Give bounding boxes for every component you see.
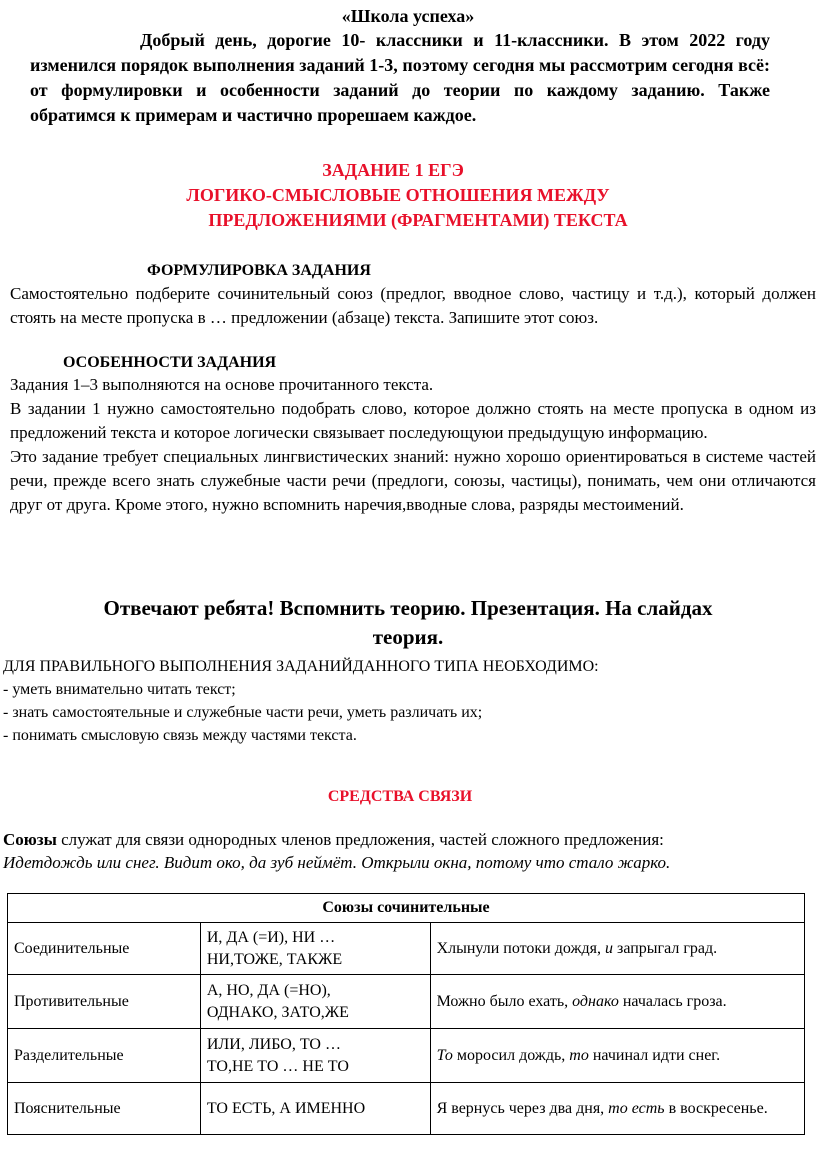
example-text: Я вернусь через два дня,	[436, 1099, 609, 1117]
list-item: - понимать смысловую связь между частями текста.	[3, 727, 357, 744]
table-header: Союзы сочинительные	[8, 894, 805, 923]
example-text: запрыгал град.	[613, 939, 718, 957]
conj-words-line: И, ДА (=И), НИ …	[206, 928, 336, 946]
features-p2: В задании 1 нужно самостоятельно подобрать слово, которое должно стоять на месте пропуска в одном из предложений текста и которое логически связывает последующуюи предыдущую информацию.	[10, 399, 816, 442]
table-row	[8, 1029, 805, 1083]
table-row	[8, 975, 805, 1029]
conj-type: Противительные	[8, 975, 201, 1029]
example-text: моросил дождь,	[452, 1046, 570, 1064]
intro-text: Добрый день, дорогие 10- классники и 11-классники. В этом 2022 году изменился порядок выполнения заданий 1-3, поэтому сегодня мы рассмотрим сегодня всё: от формулировки и особенности заданий до теории по каждому заданию. Также обратимся к примерам и частично прорешаем каждое.	[30, 30, 770, 125]
example-text: Хлынули потоки дождя,	[436, 939, 606, 957]
table-row	[8, 923, 805, 975]
features-text	[10, 373, 816, 517]
example-conj: то	[569, 1046, 589, 1064]
example-conj: то есть	[608, 1099, 665, 1117]
conj-type: Разделительные	[8, 1029, 201, 1083]
conj-type: Соединительные	[8, 923, 201, 975]
conj-desc: служат для связи однородных членов предложения, частей сложного предложения:	[56, 830, 664, 849]
requirement-text: ДЛЯ ПРАВИЛЬНОГО ВЫПОЛНЕНИЯ ЗАДАНИЙДАННОГО ТИПА НЕОБХОДИМО:	[3, 658, 599, 675]
conjunctions-table	[7, 893, 805, 1135]
conj-words-line: А, НО, ДА (=НО),	[206, 981, 331, 999]
conjunctions-description	[3, 828, 813, 874]
conj-words	[200, 923, 430, 975]
theory-heading	[0, 594, 816, 652]
task-title	[0, 158, 816, 233]
intro-paragraph	[30, 28, 770, 128]
conj-words	[200, 1029, 430, 1083]
task-title-line3: ПРЕДЛОЖЕНИЯМИ (ФРАГМЕНТАМИ) ТЕКСТА	[208, 210, 628, 230]
page-title: «Школа успеха»	[341, 6, 475, 26]
task-title-line1: ЗАДАНИЕ 1 ЕГЭ	[322, 160, 464, 180]
features-heading: ОСОБЕННОСТИ ЗАДАНИЯ	[63, 354, 277, 371]
conj-type: Пояснительные	[8, 1083, 201, 1135]
conj-example	[430, 1029, 804, 1083]
conj-words-line: НИ,ТОЖЕ, ТАКЖЕ	[206, 950, 343, 968]
features-p3: Это задание требует специальных лингвистических знаний: нужно хорошо ориентироваться в системе частей речи, прежде всего знать служебные части речи (предлоги, союзы, частицы), понимать, чем они отличаются друг от друга. Кроме этого, нужно вспомнить наречия,вводные слова, разряды местоимений.	[10, 447, 816, 514]
conj-words-line: ТО,НЕ ТО … НЕ ТО	[206, 1057, 349, 1075]
formulation-heading: ФОРМУЛИРОВКА ЗАДАНИЯ	[147, 262, 371, 279]
example-conj: однако	[572, 992, 619, 1010]
conj-words-line: ТО ЕСТЬ, А ИМЕННО	[206, 1099, 366, 1117]
formulation-text: Самостоятельно подберите сочинительный союз (предлог, вводное слово, частицу и т.д.), который должен стоять на месте пропуска в … предложении (абзаце) текста. Запишите этот союз.	[10, 284, 816, 327]
theory-heading-line2: теория.	[372, 625, 444, 649]
conj-line	[3, 828, 813, 851]
conj-words	[200, 975, 430, 1029]
list-item: - уметь внимательно читать текст;	[3, 681, 236, 698]
conj-words	[200, 1083, 430, 1135]
table-row	[8, 1083, 805, 1135]
example-text: Можно было ехать,	[436, 992, 573, 1010]
conj-words-line: ИЛИ, ЛИБО, ТО …	[206, 1035, 341, 1053]
theory-heading-line1: Отвечают ребята! Вспомнить теорию. Презентация. На слайдах	[103, 596, 713, 620]
example-text: начинал идти снег.	[588, 1046, 721, 1064]
conj-example	[430, 1083, 804, 1135]
example-text: в воскресенье.	[664, 1099, 768, 1117]
requirement-block	[3, 655, 813, 747]
table-header-row	[8, 894, 805, 923]
list-item: - знать самостоятельные и служебные части речи, уметь различать их;	[3, 704, 483, 721]
conj-term: Союзы	[3, 830, 57, 849]
task-title-line2: ЛОГИКО-СМЫСЛОВЫЕ ОТНОШЕНИЯ МЕЖДУ	[186, 185, 610, 205]
conj-examples: Идетдождь или снег. Видит око, да зуб неймёт. Открыли окна, потому что стало жарко.	[3, 853, 671, 872]
example-conj: То	[436, 1046, 453, 1064]
example-conj: и	[605, 939, 614, 957]
links-heading: СРЕДСТВА СВЯЗИ	[327, 788, 473, 805]
conj-words-line: ОДНАКО, ЗАТО,ЖЕ	[206, 1003, 349, 1021]
features-p1: Задания 1–3 выполняются на основе прочитанного текста.	[10, 375, 434, 394]
conj-example	[430, 923, 804, 975]
conj-example	[430, 975, 804, 1029]
example-text: началась гроза.	[618, 992, 727, 1010]
